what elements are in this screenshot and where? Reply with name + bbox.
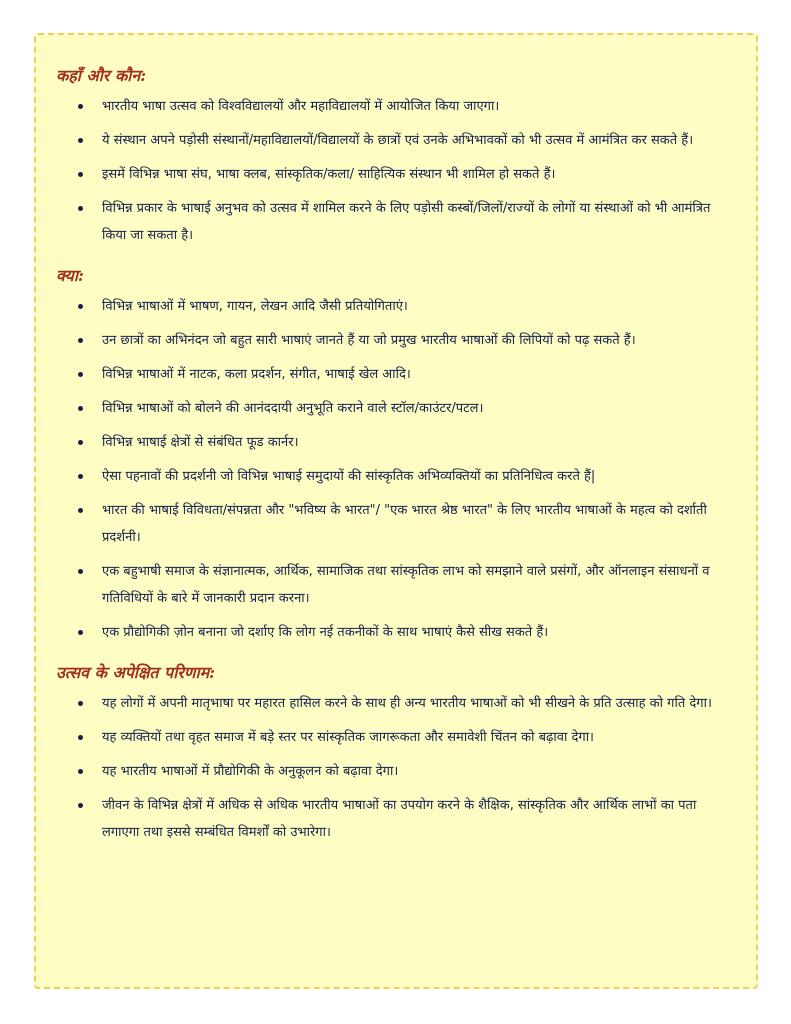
section-expected-outcomes — [56, 662, 732, 846]
bullet-list — [56, 93, 732, 249]
bullet-icon — [78, 769, 83, 774]
bullet-icon — [78, 338, 83, 343]
list-item — [56, 93, 732, 120]
list-item-text: इसमें विभिन्न भाषा संघ, भाषा क्लब, सांस्कृतिक/कला/ साहित्यिक संस्थान भी शामिल हो सकते हैं। — [102, 167, 556, 182]
list-item-text: विभिन्न भाषाओं को बोलने की आनंददायी अनुभूति कराने वाले स्टॉल/काउंटर/पटल। — [102, 401, 484, 416]
bullet-icon — [78, 474, 83, 479]
list-item-text: भारतीय भाषा उत्सव को विश्वविद्यालयों और महाविद्यालयों में आयोजित किया जाएगा। — [102, 99, 500, 114]
list-item — [56, 395, 732, 422]
bullet-icon — [78, 508, 83, 513]
bullet-icon — [78, 138, 83, 143]
list-item — [56, 758, 732, 785]
list-item — [56, 127, 732, 154]
list-item — [56, 497, 732, 551]
list-item-text: जीवन के विभिन्न क्षेत्रों में अधिक से अधिक भारतीय भाषाओं का उपयोग करने के शैक्षिक, सांस्कृतिक और आर्थिक लाभों का पता लगाएगा तथा इससे सम्बंधित विमर्शों को उभारेगा। — [102, 798, 697, 840]
list-item-text: विभिन्न प्रकार के भाषाई अनुभव को उत्सव में शामिल करने के लिए पड़ोसी कस्बों/जिलों/राज्यों के लोगों या संस्थाओं को भी आमंत्रित किया जा सकता है। — [102, 201, 711, 243]
list-item-text: भारत की भाषाई विविधता/संपन्नता और "भविष्य के भारत"/ "एक भारत श्रेष्ठ भारत" के लिए भारतीय भाषाओं के महत्व को दर्शाती प्रदर्शनी। — [102, 503, 707, 545]
list-item — [56, 792, 732, 846]
list-item-text: यह व्यक्तियों तथा वृहत समाज में बड़े स्तर पर सांस्कृतिक जागरूकता और समावेशी चिंतन को बढ़ावा देगा। — [102, 730, 594, 745]
section-title: क्या: — [56, 266, 84, 285]
bullet-list — [56, 690, 732, 846]
list-item — [56, 463, 732, 490]
list-item-text: विभिन्न भाषाई क्षेत्रों से संबंधित फूड कार्नर। — [102, 435, 299, 450]
bullet-icon — [78, 172, 83, 177]
list-item-text: विभिन्न भाषाओं में भाषण, गायन, लेखन आदि जैसी प्रतियोगिताएं। — [102, 299, 408, 314]
list-item — [56, 361, 732, 388]
bullet-icon — [78, 104, 83, 109]
list-item-text: विभिन्न भाषाओं में नाटक, कला प्रदर्शन, संगीत, भाषाई खेल आदि। — [102, 367, 411, 382]
bullet-icon — [78, 803, 83, 808]
bullet-icon — [78, 206, 83, 211]
list-item — [56, 293, 732, 320]
list-item — [56, 429, 732, 456]
section-title: उत्सव के अपेक्षित परिणाम: — [56, 663, 216, 682]
list-item — [56, 558, 732, 612]
list-item-text: यह भारतीय भाषाओं में प्रौद्योगिकी के अनुकूलन को बढ़ावा देगा। — [102, 764, 399, 779]
bullet-icon — [78, 406, 83, 411]
section-where-who — [56, 65, 732, 249]
bullet-icon — [78, 701, 83, 706]
list-item-text: उन छात्रों का अभिनंदन जो बहुत सारी भाषाएं जानते हैं या जो प्रमुख भारतीय भाषाओं की लिपियों को पढ़ सकते हैं। — [102, 333, 636, 348]
section-title: कहाँ और कौन: — [56, 66, 147, 85]
list-item — [56, 724, 732, 751]
content-box — [34, 33, 758, 989]
list-item-text: यह लोगों में अपनी मातृभाषा पर महारत हासिल करने के साथ ही अन्य भारतीय भाषाओं को भी सीखने के प्रति उत्साह को गति देगा। — [102, 696, 712, 711]
list-item — [56, 690, 732, 717]
list-item — [56, 195, 732, 249]
bullet-icon — [78, 630, 83, 635]
bullet-icon — [78, 735, 83, 740]
bullet-icon — [78, 372, 83, 377]
list-item-text: एक प्रौद्योगिकी ज़ोन बनाना जो दर्शाए कि लोग नई तकनीकों के साथ भाषाएं कैसे सीख सकते हैं। — [102, 625, 549, 640]
list-item — [56, 619, 732, 646]
bullet-icon — [78, 569, 83, 574]
bullet-icon — [78, 304, 83, 309]
list-item-text: ऐसा पहनावों की प्रदर्शनी जो विभिन्न भाषाई समुदायों की सांस्कृतिक अभिव्यक्तियों का प्रतिनिधित्व करते हैं| — [102, 469, 596, 484]
bullet-icon — [78, 440, 83, 445]
section-what — [56, 265, 732, 646]
list-item — [56, 161, 732, 188]
list-item-text: ये संस्थान अपने पड़ोसी संस्थानों/महाविद्यालयों/विद्यालयों के छात्रों एवं उनके अभिभावकों को भी उत्सव में आमंत्रित कर सकते हैं। — [102, 133, 694, 148]
list-item-text: एक बहुभाषी समाज के संज्ञानात्मक, आर्थिक, सामाजिक तथा सांस्कृतिक लाभ को समझाने वाले प्रसंगों, और ऑनलाइन संसाधनों व गतिविधियों के बारे में जानकारी प्रदान करना। — [102, 564, 710, 606]
bullet-list — [56, 293, 732, 646]
list-item — [56, 327, 732, 354]
